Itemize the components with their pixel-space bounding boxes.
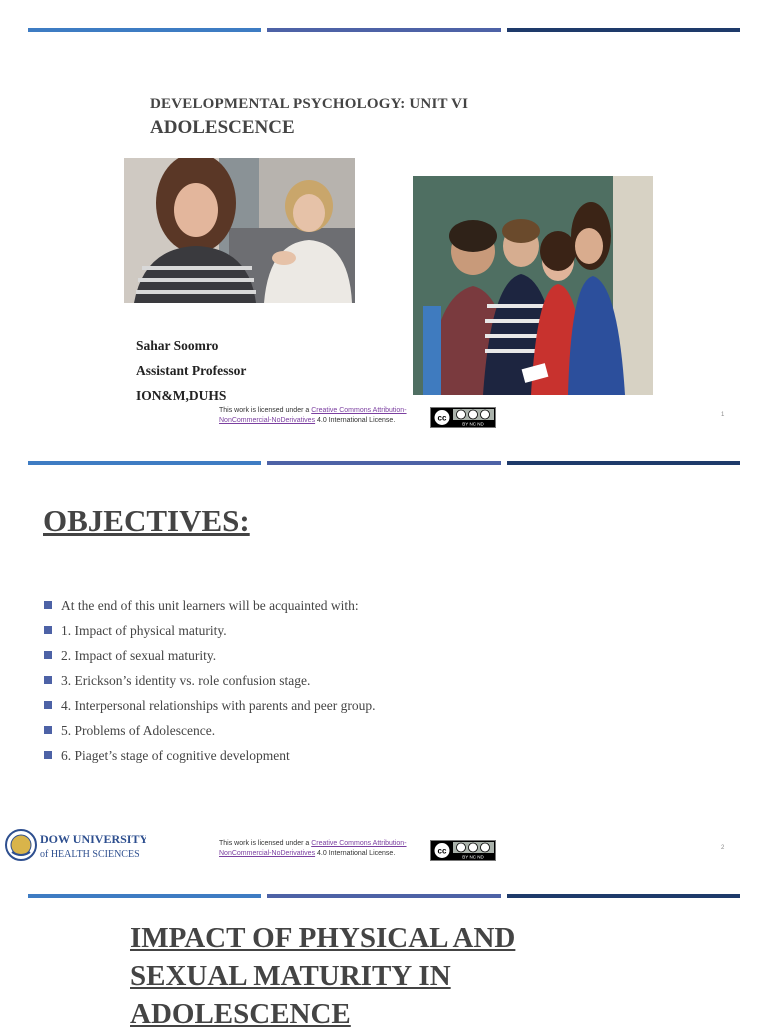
license-prefix: This work is licensed under a	[219, 407, 312, 414]
license-notice-1	[219, 406, 434, 426]
logo-line1: DOW UNIVERSITY	[40, 832, 146, 846]
author-name: Sahar Soomro	[136, 338, 219, 353]
objective-text: 3. Erickson’s identity vs. role confusion stage.	[61, 673, 311, 688]
objective-text: 2. Impact of sexual maturity.	[61, 648, 217, 663]
bullet-icon	[44, 676, 52, 684]
cc-license-badge[interactable]	[430, 840, 496, 861]
cc-badge-sub: BY NC ND	[462, 854, 484, 860]
impact-title-line: ADOLESCENCE	[130, 998, 351, 1030]
bullet-icon	[44, 751, 52, 759]
bullet-icon	[44, 726, 52, 734]
license-link-nc-nd[interactable]: NonCommercial-NoDerivatives	[219, 850, 316, 857]
bullet-icon	[44, 626, 52, 634]
cc-badge-text: cc	[437, 846, 447, 856]
objective-item	[44, 746, 376, 771]
unit-subheading: ADOLESCENCE	[150, 117, 295, 138]
license-suffix: 4.0 International License.	[315, 850, 396, 857]
license-prefix: This work is licensed under a	[219, 840, 312, 847]
objective-text: 5. Problems of Adolescence.	[61, 723, 216, 738]
bullet-icon	[44, 651, 52, 659]
students-group-photo	[413, 176, 653, 395]
author-organization: ION&M,DUHS	[136, 388, 227, 403]
objectives-title: OBJECTIVES:	[43, 503, 250, 538]
page-number-1: 1	[721, 412, 725, 418]
license-link-attribution[interactable]: Creative Commons Attribution-	[311, 840, 407, 847]
objective-item	[44, 596, 376, 621]
cc-badge-sub: BY NC ND	[462, 421, 484, 427]
objective-item	[44, 646, 376, 671]
logo-line2: of HEALTH SCIENCES	[40, 849, 140, 860]
unit-heading: DEVELOPMENTAL PSYCHOLOGY: UNIT VI	[150, 96, 469, 112]
objective-text: 1. Impact of physical maturity.	[61, 623, 227, 638]
bullet-icon	[44, 701, 52, 709]
license-suffix: 4.0 International License.	[315, 417, 396, 424]
slide3-top-bars	[28, 894, 740, 898]
license-link-nc-nd[interactable]: NonCommercial-NoDerivatives	[219, 417, 316, 424]
slide1-top-bars	[28, 28, 740, 32]
objective-text: 6. Piaget’s stage of cognitive development	[61, 748, 290, 763]
dow-university-logo	[4, 828, 146, 862]
teen-and-parent-photo	[124, 158, 355, 303]
objective-item	[44, 671, 376, 696]
impact-title-line: IMPACT OF PHYSICAL AND	[130, 922, 516, 954]
license-link-attribution[interactable]: Creative Commons Attribution-	[311, 407, 407, 414]
objective-item	[44, 696, 376, 721]
license-notice-2	[219, 839, 434, 859]
objective-item	[44, 621, 376, 646]
objective-text: At the end of this unit learners will be acquainted with:	[61, 598, 359, 613]
objective-text: 4. Interpersonal relationships with parents and peer group.	[61, 698, 376, 713]
impact-title-line: SEXUAL MATURITY IN	[130, 960, 451, 992]
objective-item	[44, 721, 376, 746]
cc-badge-text: cc	[437, 413, 447, 423]
impact-title	[130, 919, 515, 1033]
cc-license-badge[interactable]	[430, 407, 496, 428]
slide2-top-bars	[28, 461, 740, 465]
author-title: Assistant Professor	[136, 363, 247, 378]
objectives-list	[44, 596, 376, 771]
page-number-2: 2	[721, 845, 725, 851]
bullet-icon	[44, 601, 52, 609]
